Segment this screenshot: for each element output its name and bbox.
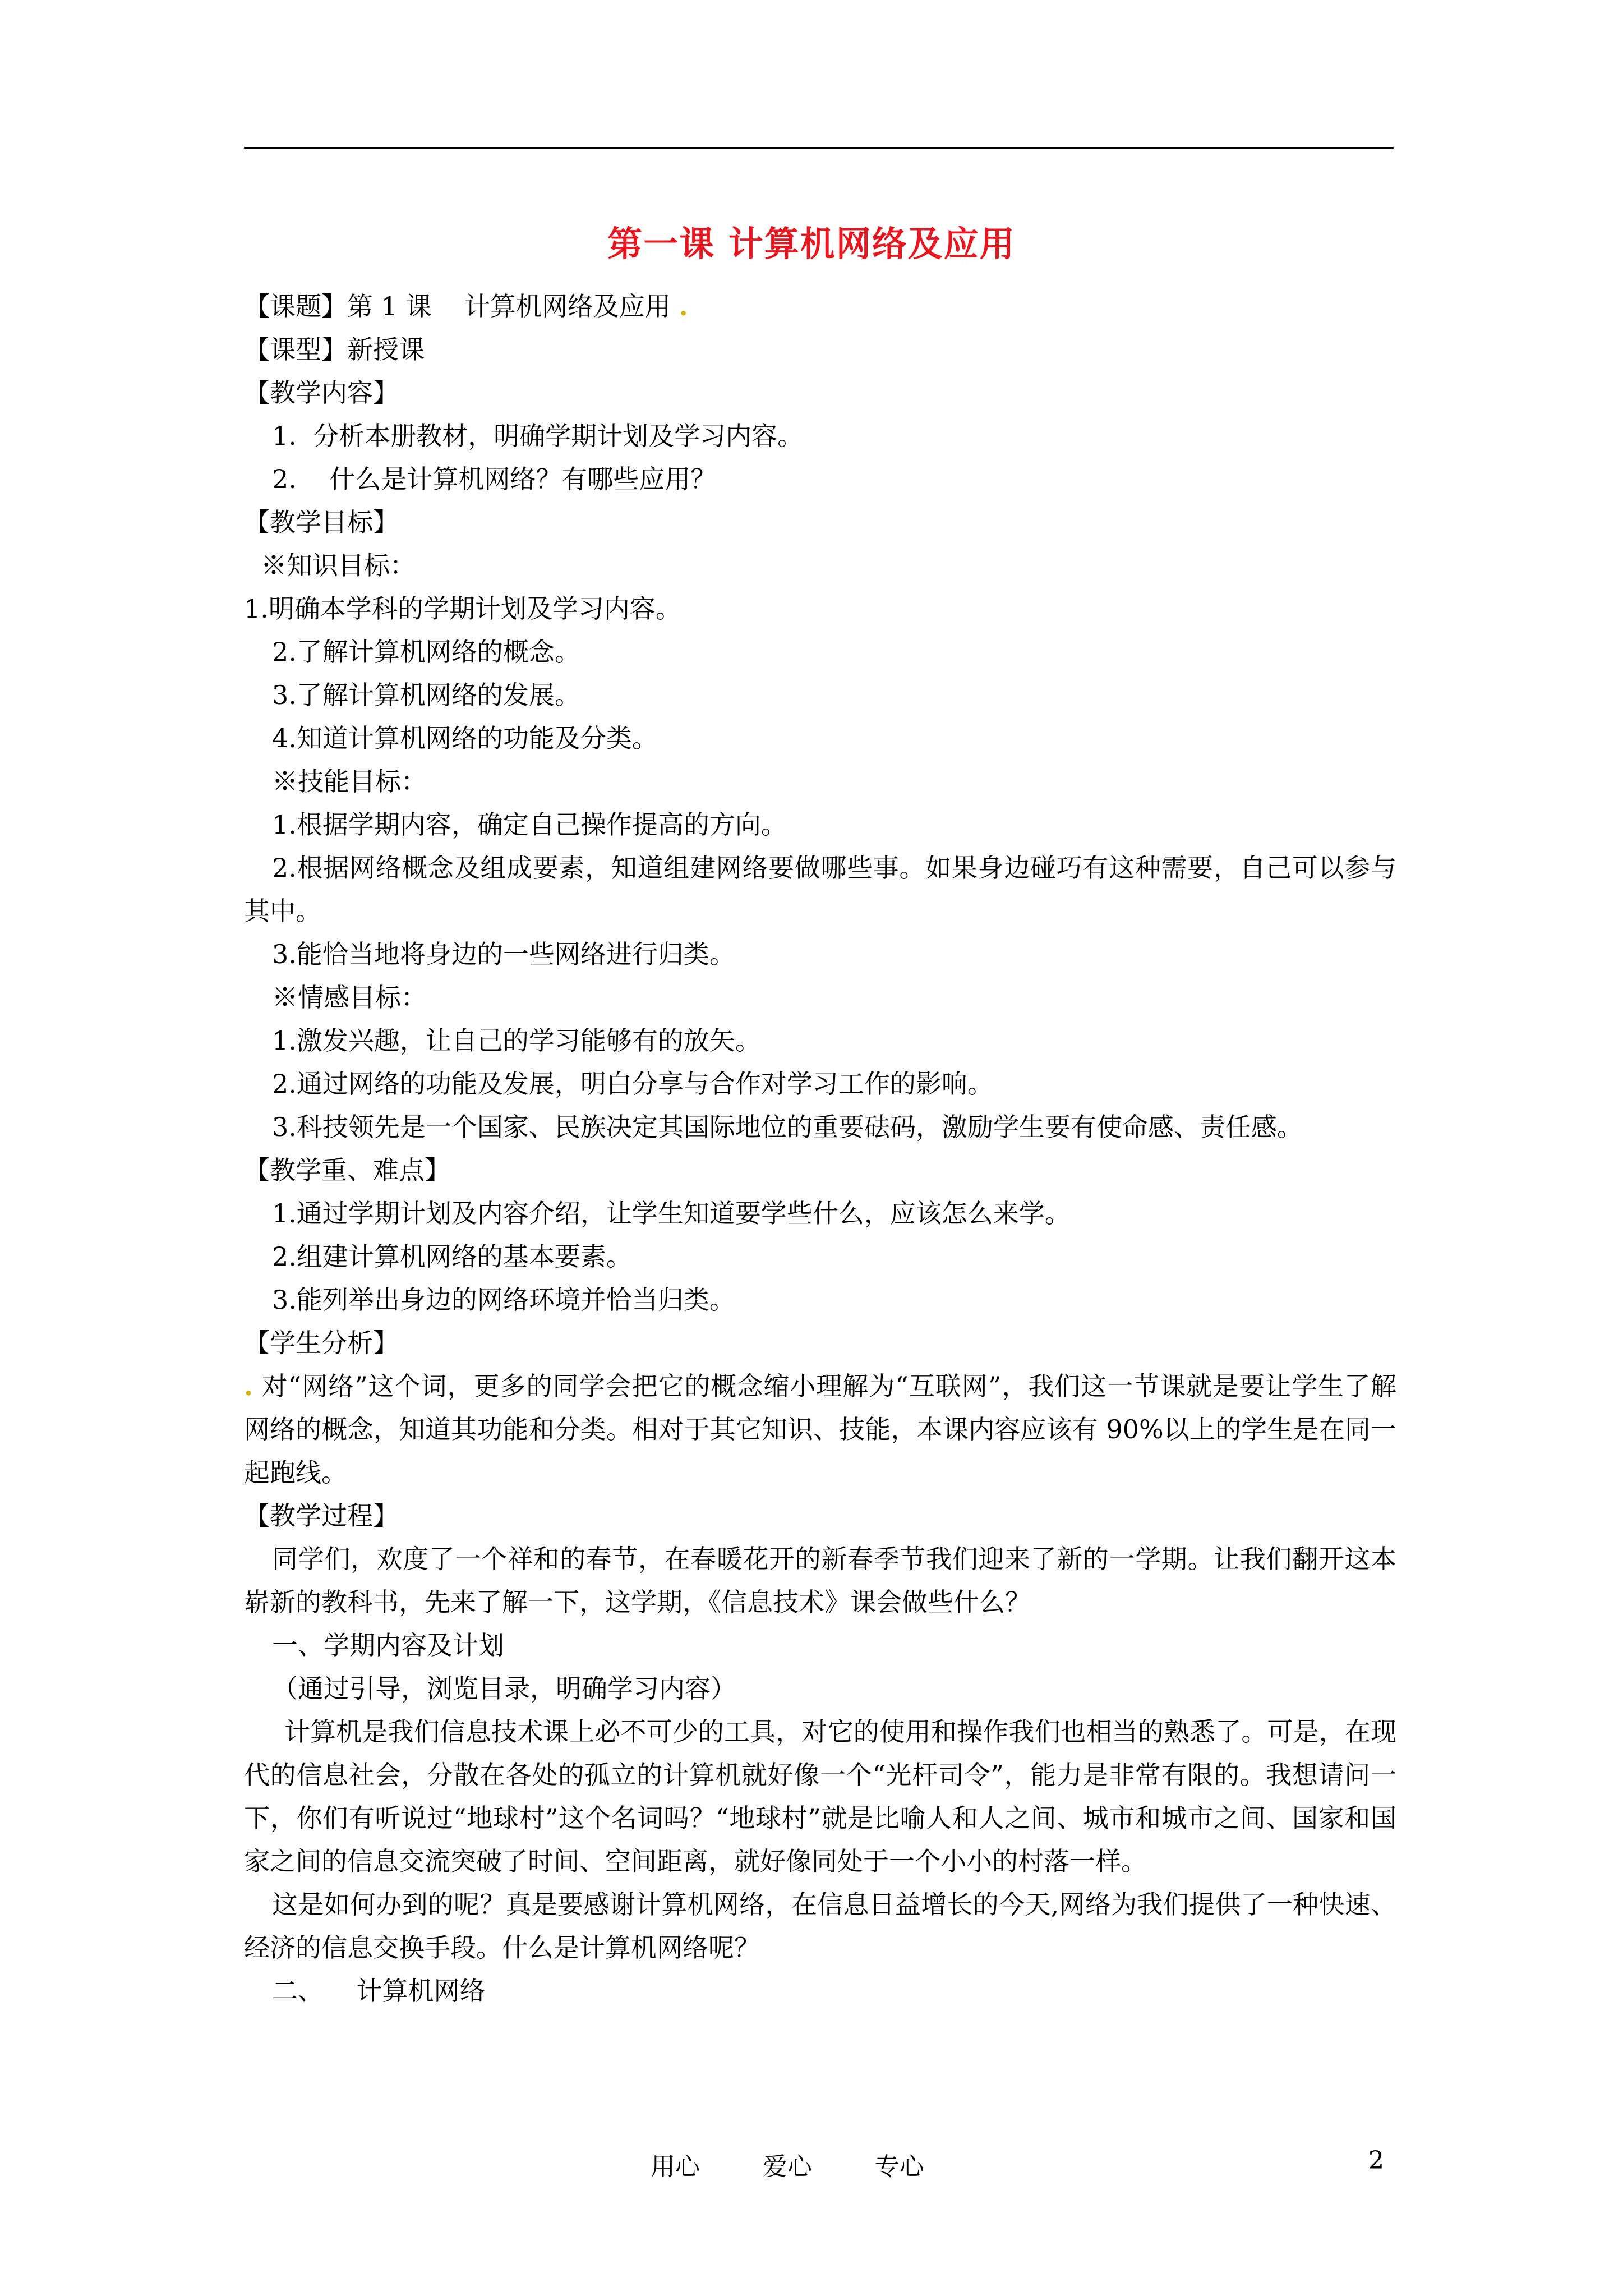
content-item: 2. 什么是计算机网络？有哪些应用？ — [272, 464, 717, 494]
page-title: 第一课 计算机网络及应用 — [607, 223, 1016, 264]
keypoint-item: 2.组建计算机网络的基本要素。 — [272, 1241, 632, 1272]
keypoint-item: 3.能列举出身边的网络环境并恰当归类。 — [272, 1285, 735, 1315]
objective-item: 1.激发兴趣，让自己的学习能够有的放矢。 — [272, 1025, 761, 1056]
objective-item: 1.明确本学科的学期计划及学习内容。 — [244, 593, 681, 624]
process-subheading: 一、学期内容及计划 — [272, 1630, 504, 1660]
section-heading: 【教学过程】 — [244, 1501, 399, 1531]
objective-item: 4.知道计算机网络的功能及分类。 — [272, 723, 658, 753]
objective-item: 3.科技领先是一个国家、民族决定其国际地位的重要砝码，激励学生要有使命感、责任感。 — [272, 1112, 1303, 1142]
process-paragraph: 这是如何办到的呢？真是要感谢计算机网络，在信息日益增长的今天,网络为我们提供了一种快速、经济的信息交换手段。什么是计算机网络呢？ — [244, 1889, 1396, 1963]
student-analysis-paragraph: . 对“网络”这个词，更多的同学会把它的概念缩小理解为“互联网”，我们这一节课就是要让学生了解网络的概念，知道其功能和分类。相对于其它知识、技能，本课内容应该有 90%以上的学生是在同一起跑线。 — [244, 1371, 1396, 1488]
document-body — [244, 285, 1396, 2013]
section-heading: 【学生分析】 — [244, 1328, 399, 1358]
subheading: ※知识目标： — [261, 550, 416, 581]
subheading: ※情感目标： — [272, 982, 427, 1013]
process-note: （通过引导，浏览目录，明确学习内容） — [272, 1673, 736, 1704]
keypoint-item: 1.通过学期计划及内容介绍，让学生知道要学些什么，应该怎么来学。 — [272, 1198, 1071, 1228]
section-heading: 【教学目标】 — [244, 507, 399, 537]
process-subheading: 二、 计算机网络 — [272, 1976, 486, 2006]
subheading: ※技能目标： — [272, 766, 427, 797]
objective-item: 2.通过网络的功能及发展，明白分享与合作对学习工作的影响。 — [272, 1069, 993, 1099]
objective-item: 3.了解计算机网络的发展。 — [272, 680, 580, 710]
process-paragraph: 同学们，欢度了一个祥和的春节，在春暖花开的新春季节我们迎来了新的一学期。让我们翻开这本崭新的教科书，先来了解一下，这学期，《信息技术》课会做些什么？ — [244, 1544, 1396, 1617]
lesson-type: 【课型】新授课 — [244, 334, 425, 365]
header-rule — [244, 147, 1394, 149]
objective-item: 1.根据学期内容，确定自己操作提高的方向。 — [272, 809, 787, 840]
process-paragraph: 计算机是我们信息技术课上必不可少的工具，对它的使用和操作我们也相当的熟悉了。可是，在现代的信息社会，分散在各处的孤立的计算机就好像一个“光杆司令”，能力是非常有限的。我想请问一下，你们有听说过“地球村”这个名词吗？“地球村”就是比喻人和人之间、城市和城市之间、国家和国家之间的信息交流突破了时间、空间距离，就好像同处于一个小小的村落一样。 — [244, 1717, 1396, 1876]
section-heading: 【教学内容】 — [244, 378, 399, 408]
lesson-topic: 【课题】第 1 课 计算机网络及应用 . — [244, 291, 688, 321]
footer-motto: 用心 爱心 专心 — [651, 2152, 924, 2181]
objective-item: 2.根据网络概念及组成要素，知道组建网络要做哪些事。如果身边碰巧有这种需要，自己可以参与其中。 — [244, 853, 1396, 926]
objective-item: 2.了解计算机网络的概念。 — [272, 637, 580, 667]
content-item: 1. 分析本册教材，明确学期计划及学习内容。 — [272, 421, 804, 451]
page-number: 2 — [1368, 2146, 1384, 2175]
section-heading: 【教学重、难点】 — [244, 1155, 450, 1185]
objective-item: 3.能恰当地将身边的一些网络进行归类。 — [272, 939, 735, 969]
